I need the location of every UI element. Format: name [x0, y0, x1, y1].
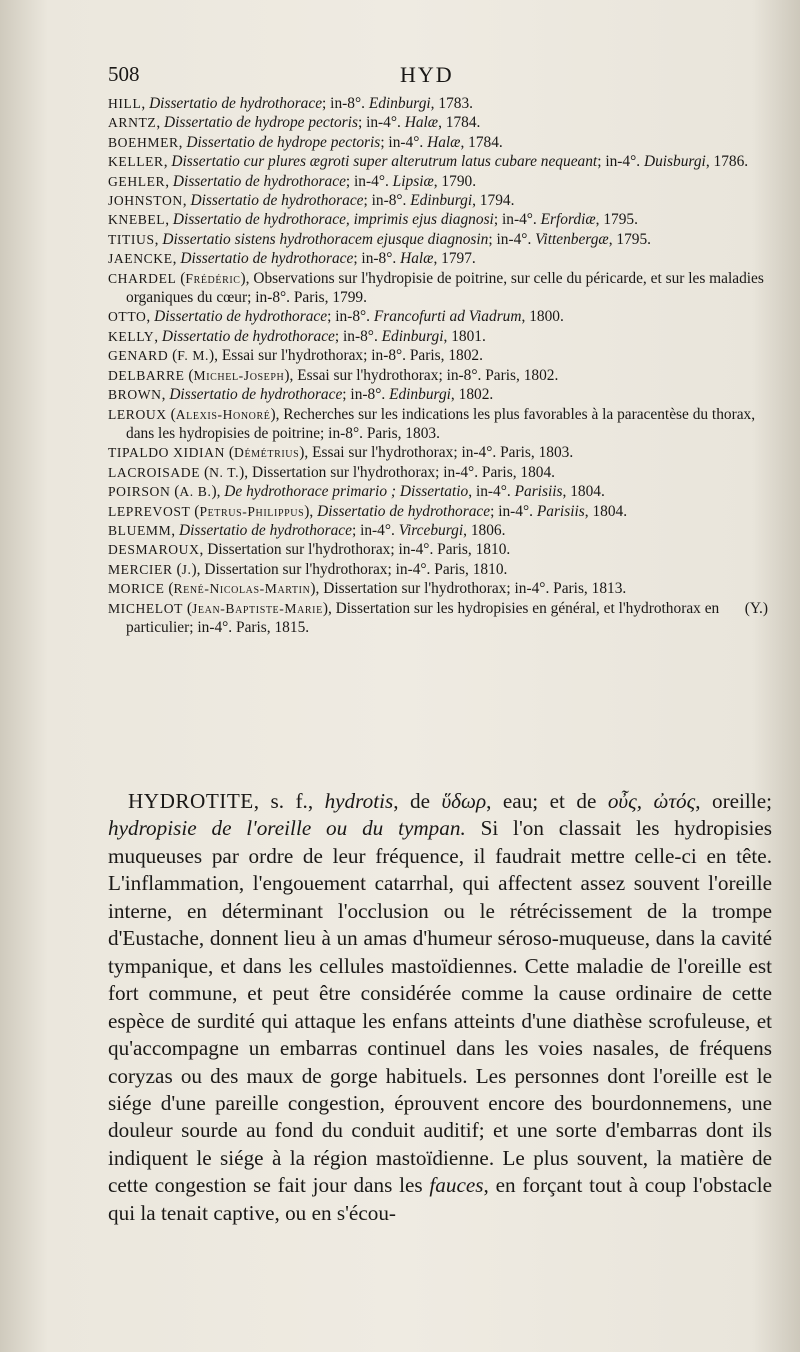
entry-text: ; in-8°. — [353, 250, 401, 268]
bibliography-entry — [108, 113, 768, 132]
entry-text: , 1797. — [433, 250, 476, 268]
entry-text: ; in-4°. — [597, 153, 644, 171]
entry-author: JOHNSTON — [108, 193, 183, 209]
entry-forename: J. — [181, 561, 192, 577]
entry-text: , 1806. — [463, 521, 506, 539]
bibliography-entry — [108, 521, 768, 540]
bibliography-entry — [108, 346, 768, 365]
entry-title: Dissertatio de hydrothorace — [161, 327, 335, 345]
bibliography-entry — [108, 133, 768, 152]
entry-author: BROWN — [108, 387, 162, 403]
entry-author: JAENCKE — [108, 251, 173, 267]
bibliography-entry — [108, 210, 768, 229]
entry-text: , 1801. — [443, 327, 486, 345]
entry-author: ARNTZ — [108, 115, 157, 131]
bibliography-entry — [108, 385, 768, 404]
entry-text: ( — [174, 483, 180, 501]
body-text: Si l'on classait les hydropisies muqueuses par ordre de leur fréquence, il faudrait mettre celle-ci en tête. L'inflammation, l'engouement catarrhal, qui affectent assez souvent l'oreille interne, en déterminant l'occlusion ou le rétrécissement de la trompe d'Eustache, donnent lieu à un amas d'humeur séroso-muqueuse, dans la cavité tympanique, et dans les cellules mastoïdiennes. Cette maladie de l'oreille est fort commune, et peut être considérée comme la cause ordinaire de cette espèce de surdité qui attaque les enfans atteints d'une diathèse scrofuleuse, et qu'accompagne un embarras continuel dans les voies nasales, de fréquens coryzas ou des maux de gorge habituels. Les personnes dont l'oreille est le siége d'une pareille congestion, éprouvent encore des bourdonnemens, une douleur sourde au fond du conduit auditif; et une sorte d'embarras dont ils indiquent le siége à la région mastoïdienne. Le plus souvent, la matière de cette congestion se fait jour dans les — [108, 816, 773, 1198]
headword: HYDROTITE — [128, 789, 254, 813]
entry-separator: , — [154, 230, 163, 248]
entry-title: Dissertatio de hydrothorace — [317, 502, 491, 520]
entry-text: ), Essai sur l'hydrothorax; in-8°. Paris, 1802. — [209, 347, 483, 365]
entry-author: MICHELOT — [108, 600, 184, 616]
entry-text: ( — [168, 580, 174, 598]
entry-author: LACROISADE — [108, 464, 201, 480]
author-signature: (Y.) — [744, 599, 768, 617]
entry-author: KELLY — [108, 328, 155, 344]
body-text: , en forçant tout à coup l'obstacle qui la tenait captive, ou en s'écou- — [108, 1173, 772, 1225]
entry-title: Halæ — [400, 250, 434, 268]
entry-separator: , — [165, 172, 173, 190]
entry-author: GEHLER — [108, 173, 166, 189]
entry-text: ( — [170, 405, 176, 423]
bibliography-entry — [108, 579, 768, 598]
entry-author: LEPREVOST — [108, 503, 191, 519]
entry-text: , 1783. — [430, 95, 473, 112]
entry-text: ; in-4°. — [357, 114, 405, 132]
entry-text: ; in-4°. — [490, 502, 537, 520]
entry-title: Edinburgi — [381, 327, 444, 345]
entry-author: BLUEMM — [108, 522, 172, 538]
entry-title: Edinburgi — [368, 95, 431, 112]
entry-text: ( — [188, 366, 194, 384]
latin-term: hydrotis — [324, 789, 394, 813]
greek-word: οὖς, ὠτός — [607, 789, 696, 813]
entry-text: ), — [304, 502, 318, 520]
bibliography-entry — [108, 599, 768, 638]
entry-text: ( — [172, 347, 178, 365]
entry-text: ; in-4°. — [345, 172, 393, 190]
entry-text: ; in-8°. — [342, 386, 390, 404]
entry-text: ), Essai sur l'hydrothorax; in-8°. Paris, 1802. — [284, 366, 559, 384]
bibliography-entry — [108, 172, 768, 191]
article-paragraph — [108, 788, 772, 1227]
entry-title: Parisiis — [514, 483, 563, 501]
bibliography-entry — [108, 463, 768, 482]
running-head: HYD — [400, 62, 454, 87]
entry-forename: Petrus-Philippus — [199, 503, 305, 519]
entry-separator: , — [182, 192, 191, 210]
entry-text: , in-4°. — [468, 483, 515, 501]
bibliography-entry — [108, 482, 768, 501]
entry-text: ; in-4°. — [488, 230, 536, 248]
entry-title: Virceburgi — [398, 521, 464, 539]
entry-forename: A. B. — [179, 484, 212, 500]
entry-title: Dissertatio sistens hydrothoracem ejusque diagnosin — [162, 230, 489, 248]
entry-separator: , — [156, 114, 165, 132]
entry-text: ), Dissertation sur les hydropisies en général, et l'hydrothorax en particulier; in-4°. Paris, 1815. — [126, 599, 720, 636]
entry-separator: , — [171, 521, 179, 539]
bibliography-entry — [108, 443, 768, 462]
entry-title: Dissertatio de hydrothorace — [180, 250, 354, 268]
etymology-text: , eau; et de — [486, 789, 608, 813]
entry-forename: N. T. — [209, 464, 240, 480]
entry-title: Duisburgi — [643, 153, 706, 171]
entry-text: ; in-4°. — [380, 133, 428, 151]
entry-author: OTTO — [108, 309, 147, 325]
bibliography-entry — [108, 249, 768, 268]
entry-forename: René-Nicolas-Martin — [173, 581, 311, 597]
etymology-text: , oreille; — [695, 789, 772, 813]
entry-text: ), Observations sur l'hydropisie de poitrine, sur celle du péricarde, et sur les maladies organiques du cœur; in-8°. Paris, 1799. — [126, 269, 764, 307]
page-header — [108, 62, 770, 90]
bibliography-entry — [108, 540, 768, 559]
entry-title: Erfordiæ — [540, 211, 596, 229]
entry-separator: , — [141, 95, 150, 112]
entry-title: De hydrothorace primario ; Dissertatio — [224, 483, 469, 501]
entry-title: Dissertatio de hydrothorace, imprimis ejus diagnosi — [172, 211, 494, 229]
entry-title: Dissertatio de hydrothorace — [154, 308, 328, 326]
entry-text: ; in-4°. — [351, 521, 399, 539]
entry-separator: , — [146, 308, 155, 326]
bibliography-entry — [108, 560, 768, 579]
bibliography-entry — [108, 366, 768, 385]
entry-text: ( — [194, 502, 200, 520]
entry-author: HILL — [108, 96, 142, 111]
definition: hydropisie de l'oreille ou du tympan. — [108, 816, 466, 841]
bibliography-entry — [108, 502, 768, 521]
entry-text: , 1784. — [460, 133, 503, 151]
entry-author: MORICE — [108, 581, 165, 597]
entry-text: ; in-8°. — [322, 95, 369, 112]
entry-title: Vittenbergæ — [535, 230, 609, 248]
entry-text: , 1786. — [705, 153, 749, 171]
entry-separator: , — [161, 386, 170, 404]
page-number: 508 — [108, 62, 140, 86]
entry-text: ; in-8°. — [334, 327, 382, 345]
entry-text: , 1790. — [433, 172, 477, 190]
bibliography-entry — [108, 327, 768, 346]
entry-text: , 1802. — [450, 386, 494, 404]
entry-text: ( — [228, 444, 235, 462]
entry-text: ( — [203, 463, 210, 481]
entry-text: , 1795. — [608, 230, 652, 248]
entry-separator: , — [178, 133, 187, 151]
entry-text: , 1795. — [595, 211, 638, 229]
entry-text: , 1800. — [521, 308, 564, 326]
entry-text: , 1804. — [584, 502, 628, 520]
entry-title: Dissertatio de hydrothorace — [178, 521, 352, 539]
entry-title: Francofurti ad Viadrum — [373, 308, 522, 326]
entry-text: Dissertation sur l'hydrothorax; in-4°. Paris, 1810. — [207, 541, 511, 559]
entry-title: Dissertatio de hydrothorace — [172, 172, 346, 190]
entry-text: ), — [211, 483, 225, 501]
entry-author: KNEBEL — [108, 212, 166, 228]
entry-text: , 1794. — [472, 192, 515, 210]
entry-forename: Démétrius — [234, 445, 300, 461]
bibliography-entry — [108, 405, 768, 444]
entry-separator: , — [154, 327, 162, 345]
entry-author: DESMAROUX — [108, 542, 200, 558]
entry-text: , 1784. — [438, 114, 481, 132]
etymology-text: , de — [393, 789, 442, 813]
entry-title: Dissertatio de hydrope pectoris — [164, 114, 358, 132]
entry-text: ; in-8°. — [363, 192, 411, 210]
entry-author: DELBARRE — [108, 367, 185, 383]
entry-separator: , — [172, 250, 181, 268]
entry-separator: , — [199, 541, 208, 559]
entry-text: ( — [176, 560, 182, 578]
entry-text: ), Dissertation sur l'hydrothorax; in-4°. Paris, 1813. — [310, 580, 627, 598]
entry-title: Edinburgi — [389, 386, 451, 404]
bibliography-entry — [108, 307, 768, 326]
entry-title: Lipsiæ — [392, 172, 434, 190]
bibliography-entry — [108, 94, 768, 113]
entry-text: ; in-8°. — [327, 308, 374, 326]
entry-title: Halæ — [404, 114, 439, 132]
entry-author: GENARD — [108, 348, 169, 364]
grammar-label: , s. f., — [253, 789, 325, 813]
entry-separator: , — [165, 211, 173, 229]
bibliography-entry — [108, 230, 768, 249]
entry-separator: , — [163, 153, 172, 171]
entry-text: ( — [186, 599, 193, 617]
dictionary-article — [108, 788, 772, 1227]
bibliography-entry — [108, 152, 768, 171]
entry-author: POIRSON — [108, 484, 171, 500]
entry-author: TIPALDO XIDIAN — [108, 445, 226, 461]
entry-text: ), Recherches sur les indications les plus favorables à la paracentèse du thorax, dans les hydropisies de poitrine; in-8°. Paris, 1803. — [126, 405, 756, 442]
bibliography-entry — [108, 191, 768, 210]
entry-author: MERCIER — [108, 561, 173, 577]
entry-text: ( — [180, 269, 186, 287]
italic-term: fauces — [429, 1173, 484, 1198]
entry-forename: Alexis-Honoré — [175, 406, 271, 422]
entry-title: Dissertatio de hydrothorace — [149, 95, 323, 112]
entry-text: ), Dissertation sur l'hydrothorax; in-4°. Paris, 1804. — [239, 463, 556, 481]
entry-forename: Frédéric — [185, 270, 241, 286]
entry-title: Dissertatio de hydrothorace — [190, 192, 364, 210]
bibliography-entry — [108, 269, 768, 308]
entry-author: TITIUS — [108, 231, 155, 247]
entry-author: CHARDEL — [108, 270, 177, 286]
entry-forename: Jean-Baptiste-Marie — [192, 600, 323, 616]
entry-text: ; in-4°. — [493, 211, 541, 229]
entry-text: ), Dissertation sur l'hydrothorax; in-4°. Paris, 1810. — [191, 560, 508, 578]
entry-forename: Michel-Joseph — [193, 367, 285, 383]
entry-author: KELLER — [108, 154, 164, 170]
entry-title: Parisiis — [536, 502, 585, 520]
entry-title: Edinburgi — [410, 192, 473, 210]
entry-title: Halæ — [427, 133, 461, 151]
entry-text: ), Essai sur l'hydrothorax; in-4°. Paris, 1803. — [299, 444, 574, 462]
entry-title: Dissertatio de hydrope pectoris — [186, 133, 381, 151]
greek-word: ὕδωρ — [441, 789, 487, 813]
entry-text: , 1804. — [562, 483, 605, 501]
entry-title: Dissertatio de hydrothorace — [169, 386, 343, 404]
entry-forename: F. M. — [177, 348, 210, 364]
bibliography-list — [108, 94, 768, 637]
entry-author: BOEHMER — [108, 134, 179, 150]
entry-title: Dissertatio cur plures ægroti super alterutrum latus cubare nequeant — [171, 153, 598, 171]
entry-author: LEROUX — [108, 406, 167, 422]
